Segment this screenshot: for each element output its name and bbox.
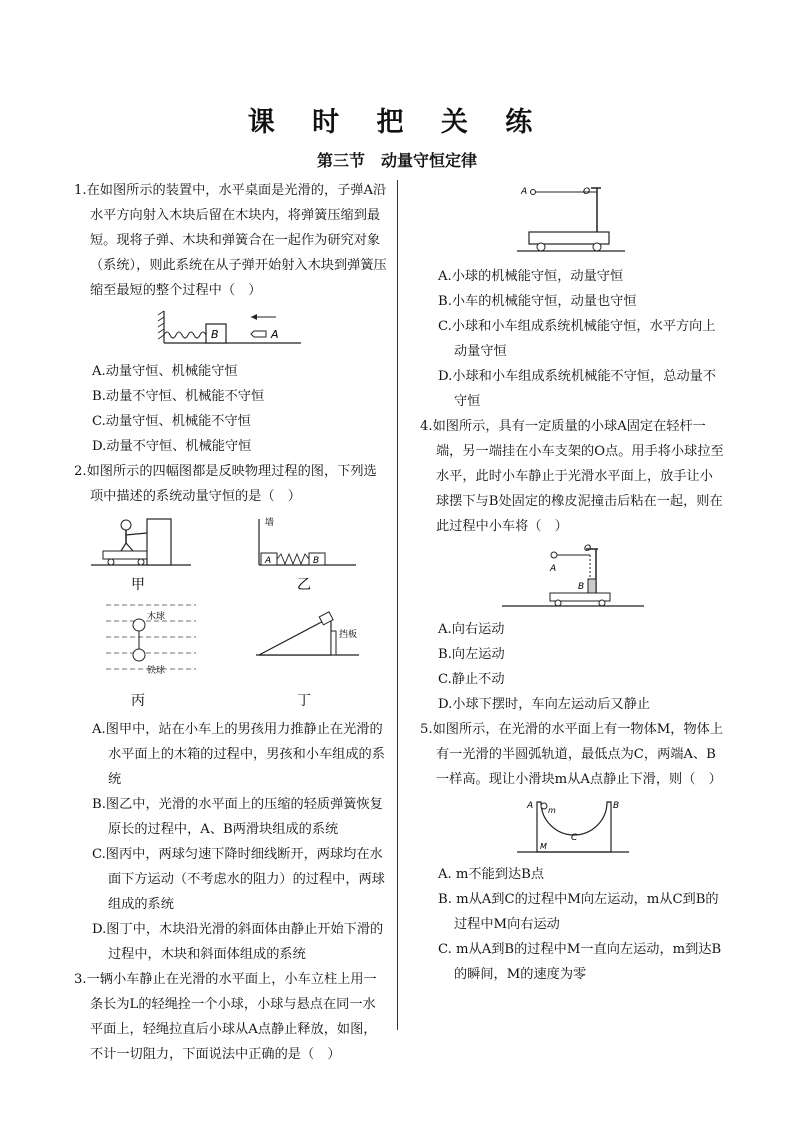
question-5-option-a[interactable]: A. m不能到达B点: [438, 867, 545, 882]
point-c-label: C: [571, 833, 578, 843]
question-3-option-a[interactable]: A.小球的机械能守恒，动量守恒: [438, 269, 624, 284]
caption-bing: 丙: [131, 693, 145, 709]
question-2-figure: [81, 513, 381, 713]
page-title: 课 时 把 关 练: [247, 107, 547, 138]
right-column: [420, 178, 726, 987]
bullet-a-label: A: [271, 328, 279, 341]
figure-ding: [256, 612, 359, 655]
point-a-label: A: [527, 801, 534, 811]
caption-ding: 丁: [297, 693, 311, 709]
figure-jia: [91, 519, 191, 565]
ball-a-label: A: [550, 564, 557, 574]
question-5: [420, 717, 726, 987]
question-3-figure: [513, 182, 633, 260]
caption-yi: 乙: [297, 577, 311, 593]
question-2: [74, 459, 388, 967]
putty-b-label: B: [578, 582, 585, 592]
question-3-option-b[interactable]: B.小车的机械能守恒，动量也守恒: [438, 294, 637, 309]
question-1-option-b[interactable]: B.动量不守恒、机械能不守恒: [92, 389, 265, 404]
question-5-option-c[interactable]: C. m从A到B的过程中M一直向左运动，m到达B的瞬间，M的速度为零: [438, 942, 722, 982]
question-2-option-d[interactable]: D.图丁中，木块沿光滑的斜面体由静止开始下滑的过程中，木块和斜面体组成的系统: [92, 922, 384, 962]
question-1-option-d[interactable]: D.动量不守恒、机械能守恒: [92, 439, 252, 454]
question-1-option-a[interactable]: A.动量守恒、机械能守恒: [92, 364, 238, 379]
question-3-continued: [420, 182, 726, 414]
question-1-stem: 1.在如图所示的装置中，水平桌面是光滑的，子弹A沿水平方向射入木块后留在木块内，将弹簧压缩到最短。现将子弹、木块和弹簧合在一起作为研究对象（系统），则此系统在从子弹开始射入木块到弹簧压缩至最短的整个过程中（ ）: [74, 183, 387, 298]
question-3: [74, 967, 388, 1067]
iron-ball-label: 铁球: [147, 666, 166, 676]
question-1: [74, 178, 388, 459]
slider-m-label: m: [548, 806, 556, 815]
question-4: [420, 414, 726, 717]
slider-a-label: A: [265, 556, 272, 566]
question-1-option-c[interactable]: C.动量守恒、机械能不守恒: [92, 414, 251, 429]
question-2-option-c[interactable]: C.图丙中，两球匀速下降时细线断开，两球均在水面下方运动（不考虑水的阻力）的过程中，两球组成的系统: [92, 847, 385, 912]
body-m-label: M: [540, 842, 547, 851]
point-a-label: A: [521, 187, 528, 197]
question-3-stem: 3.一辆小车静止在光滑的水平面上，小车立柱上用一条长为L的轻绳拴一个小球，小球与悬点在同一水平面上，轻绳拉直后小球从A点静止释放，如图，不计一切阻力，下面说法中正确的是（ ）: [74, 972, 377, 1062]
point-o-label: O: [583, 187, 591, 197]
board-label: 挡板: [339, 630, 358, 640]
point-b-label: B: [613, 801, 620, 811]
left-column: [74, 178, 388, 1067]
question-5-option-b[interactable]: B. m从A到C的过程中M向左运动，m从C到B的过程中M向右运动: [438, 892, 719, 932]
question-5-figure: [513, 796, 633, 858]
slider-b-label: B: [313, 556, 320, 566]
pivot-o-label: O: [584, 544, 592, 554]
section-title: 第三节 动量守恒定律: [316, 151, 477, 170]
question-3-option-d[interactable]: D.小球和小车组成系统机械能不守恒，总动量不守恒: [438, 369, 717, 409]
question-4-option-a[interactable]: A.向右运动: [438, 622, 505, 637]
question-4-option-d[interactable]: D.小球下摆时，车向左运动后又静止: [438, 697, 651, 712]
question-4-stem: 4.如图所示，具有一定质量的小球A固定在轻杆一端，另一端挂在小车支架的O点。用手将小球拉至水平，此时小车静止于光滑水平面上，放手让小球摆下与B处固定的橡皮泥撞击后粘在一起，则在此过程中小车将（ ）: [420, 419, 724, 534]
wood-ball-label: 木球: [147, 612, 166, 622]
question-2-option-a[interactable]: A.图甲中，站在小车上的男孩用力推静止在光滑的水平面上的木箱的过程中，男孩和小车组成的系统: [92, 722, 385, 787]
figure-bing: [106, 605, 196, 676]
question-1-figure: [156, 307, 306, 355]
question-4-figure: [498, 543, 648, 613]
column-divider: [397, 180, 398, 1030]
block-b-label: B: [211, 328, 219, 341]
question-4-option-b[interactable]: B.向左运动: [438, 647, 505, 662]
figure-yi: [259, 516, 356, 566]
question-5-stem: 5.如图所示，在光滑的水平面上有一物体M，物体上有一光滑的半圆弧轨道，最低点为C，两端A、B一样高。现让小滑块m从A点静止下滑，则（ ）: [420, 722, 724, 787]
question-3-option-c[interactable]: C.小球和小车组成系统机械能守恒，水平方向上动量守恒: [438, 319, 716, 359]
wall-label: 墙: [265, 518, 275, 528]
question-2-option-b[interactable]: B.图乙中，光滑的水平面上的压缩的轻质弹簧恢复原长的过程中，A、B两滑块组成的系统: [92, 797, 383, 837]
question-4-option-c[interactable]: C.静止不动: [438, 672, 505, 687]
question-2-stem: 2.如图所示的四幅图都是反映物理过程的图，下列选项中描述的系统动量守恒的是（ ）: [74, 464, 377, 504]
caption-jia: 甲: [131, 577, 145, 593]
